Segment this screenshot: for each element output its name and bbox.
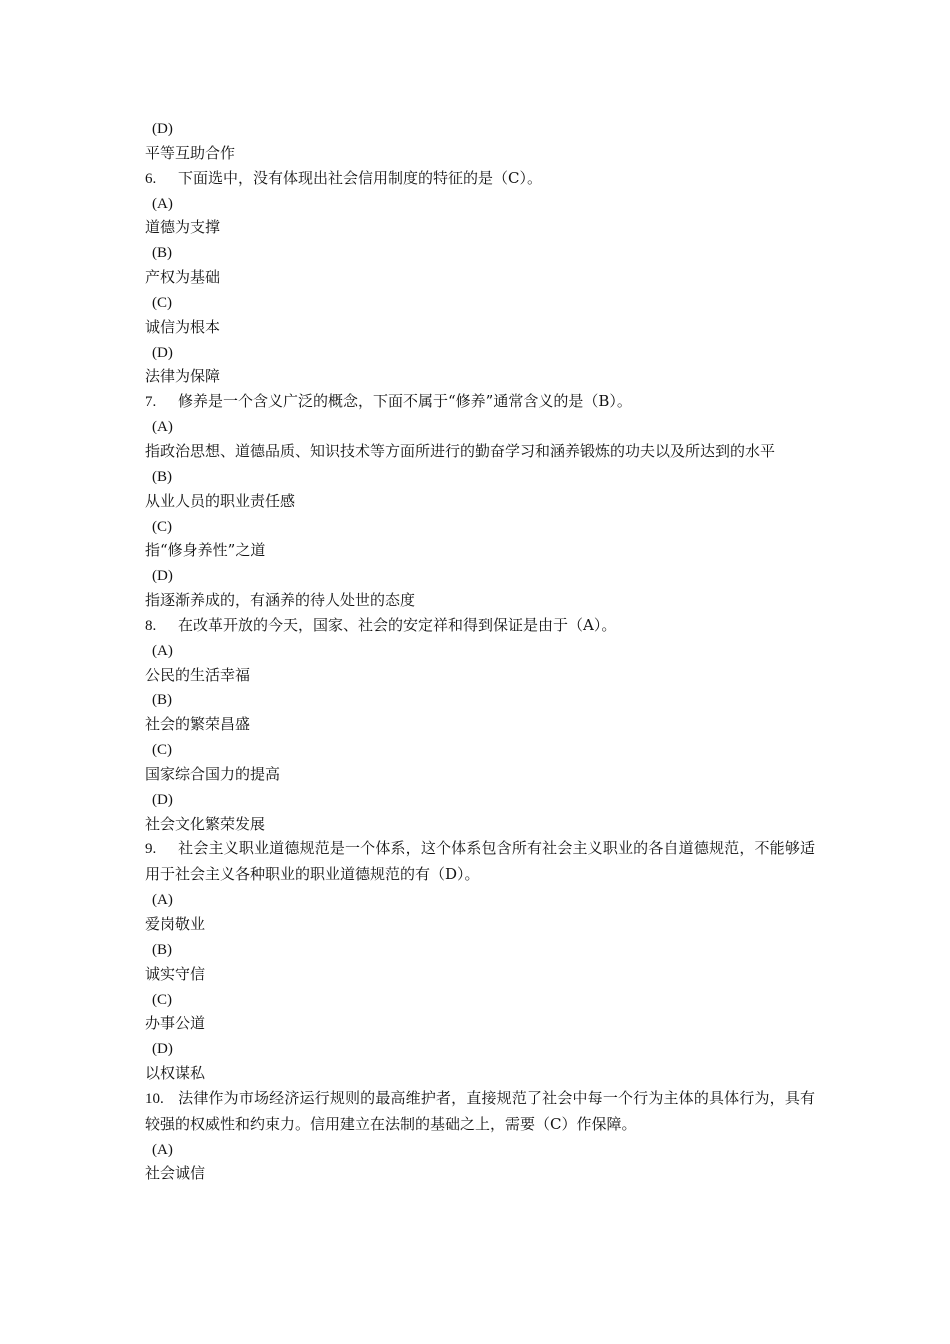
option-label: (D)	[152, 121, 173, 137]
question-number: 7.	[145, 394, 157, 411]
option-row	[145, 191, 815, 216]
option-text: 指政治思想、道德品质、知识技术等方面所进行的勤奋学习和涵养锻炼的功夫以及所达到的水平	[145, 441, 776, 460]
option-row	[145, 787, 815, 812]
option-label: (B)	[152, 941, 172, 958]
option-label: (B)	[152, 468, 172, 485]
option-row	[145, 1137, 815, 1162]
option-row	[145, 240, 815, 265]
option-text: 公民的生活幸福	[145, 665, 251, 684]
option-row	[145, 290, 815, 315]
option-label: (A)	[152, 892, 173, 909]
option-row	[145, 937, 815, 962]
option-row	[145, 563, 815, 588]
question-text: 法律作为市场经济运行规则的最高维护者，直接规范了社会中每一个行为主体的具体行为，具有较强的权威性和约束力。信用建立在法制的基础之上，需要（C）作保障。	[145, 1088, 815, 1133]
question-number: 9.	[145, 841, 157, 858]
question-6	[145, 166, 815, 191]
option-text: 诚实守信	[145, 964, 206, 983]
option-row	[145, 514, 815, 539]
option-label: (D)	[152, 568, 173, 585]
option-text: 社会文化繁荣发展	[145, 814, 266, 833]
question-number: 6.	[145, 170, 157, 187]
option-text: 指逐渐养成的，有涵养的待人处世的态度	[145, 591, 416, 610]
option-row	[145, 340, 815, 365]
question-text: 修养是一个含义广泛的概念，下面不属于“修养”通常含义的是（B）。	[178, 392, 632, 411]
option-label: (A)	[152, 419, 173, 436]
option-text: 国家综合国力的提高	[145, 764, 281, 783]
option-row	[145, 737, 815, 762]
option-row	[145, 464, 815, 489]
option-text: 爱岗敬业	[145, 915, 206, 933]
option-row	[145, 414, 815, 439]
question-7	[145, 389, 815, 414]
question-9	[145, 836, 815, 887]
option-row	[145, 116, 815, 141]
question-8	[145, 613, 815, 638]
option-label: (C)	[152, 518, 172, 535]
question-number: 10.	[145, 1090, 164, 1107]
option-label: (C)	[152, 294, 172, 311]
option-row	[145, 638, 815, 663]
option-text: 诚信为根本	[145, 317, 221, 336]
option-text: 法律为保障	[145, 367, 221, 386]
option-label: (A)	[152, 1141, 173, 1158]
option-text: 从业人员的职业责任感	[145, 491, 296, 510]
option-row	[145, 987, 815, 1012]
question-10	[145, 1086, 815, 1137]
option-text: 指“修身养性”之道	[145, 541, 266, 560]
question-text: 下面选中，没有体现出社会信用制度的特征的是（C）。	[178, 168, 542, 187]
option-label: (D)	[152, 1041, 173, 1058]
option-label: (D)	[152, 344, 173, 361]
option-label: (B)	[152, 692, 172, 709]
option-text: 产权为基础	[145, 268, 221, 287]
option-text: 办事公道	[145, 1014, 206, 1033]
question-text: 在改革开放的今天，国家、社会的安定祥和得到保证是由于（A）。	[178, 615, 617, 634]
option-label: (C)	[152, 991, 172, 1008]
option-text: 社会的繁荣昌盛	[145, 715, 251, 734]
option-text: 以权谋私	[145, 1064, 206, 1083]
option-row	[145, 687, 815, 712]
option-label: (B)	[152, 245, 172, 262]
question-number: 8.	[145, 617, 157, 634]
question-text: 社会主义职业道德规范是一个体系，这个体系包含所有社会主义职业的各自道德规范，不能够适用于社会主义各种职业的职业道德规范的有（D）。	[145, 839, 815, 884]
option-label: (A)	[152, 195, 173, 212]
option-label: (C)	[152, 742, 172, 759]
option-row	[145, 887, 815, 912]
option-row	[145, 1036, 815, 1061]
option-label: (A)	[152, 642, 173, 659]
option-label: (D)	[152, 791, 173, 808]
option-text: 平等互助合作	[145, 143, 236, 162]
option-text: 道德为支撑	[145, 218, 221, 237]
document-content	[145, 116, 815, 1186]
option-text: 社会诚信	[145, 1164, 206, 1183]
